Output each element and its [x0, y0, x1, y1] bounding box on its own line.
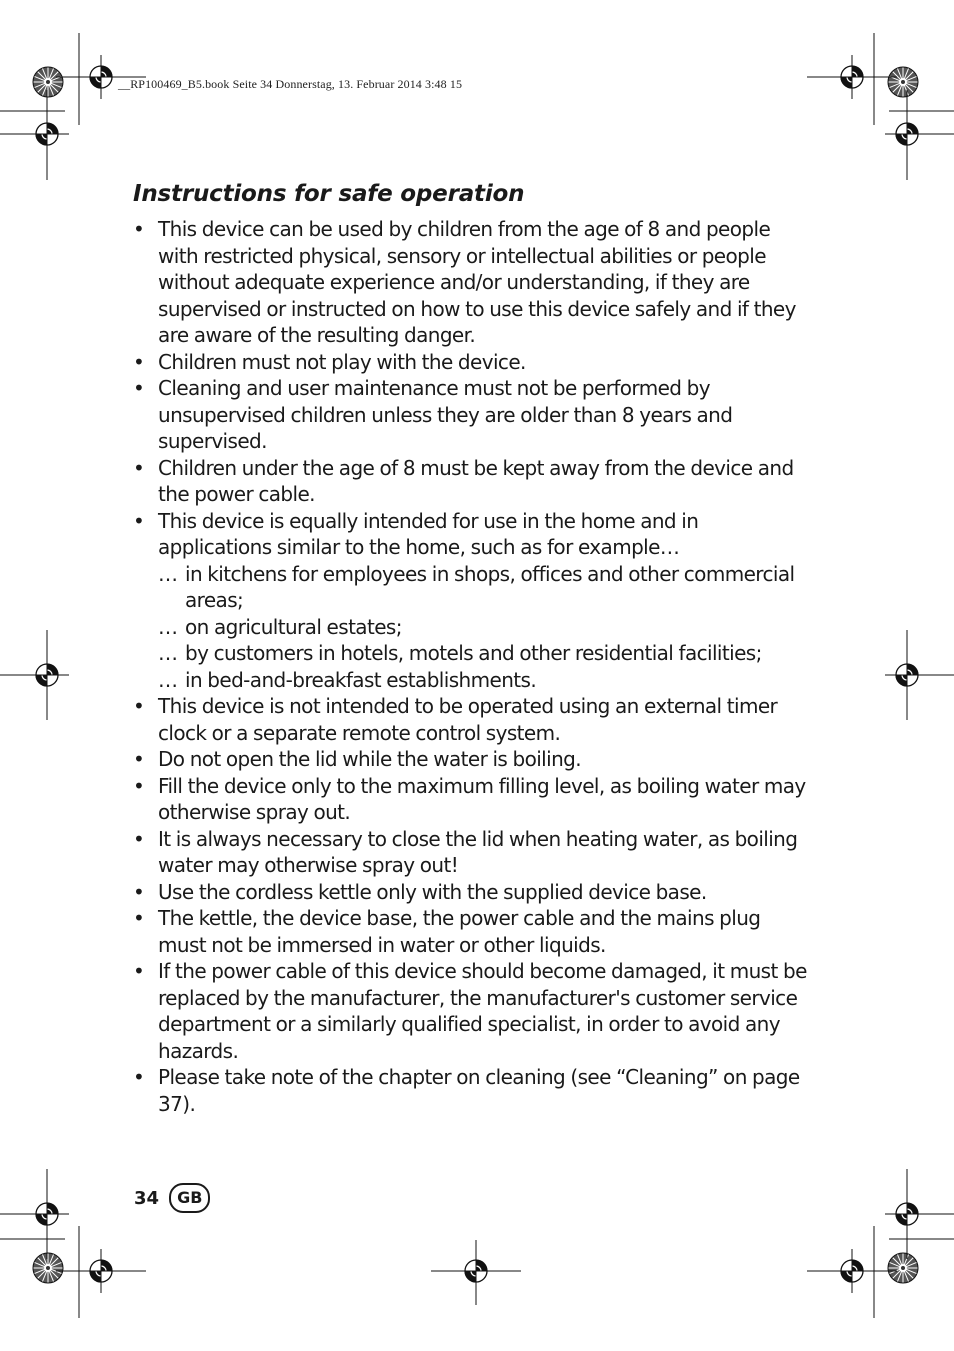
list-item-text: The kettle, the device base, the power cable and the mains plug must not be immersed in water or other liquids. [158, 906, 761, 957]
sub-list-item-text: in kitchens for employees in shops, offices and other commercial areas; [185, 561, 795, 612]
ellipsis-marker: … [158, 561, 178, 586]
list-item [133, 826, 808, 879]
sub-list-item-text: on agricultural estates; [185, 614, 402, 639]
color-wheel-icon [33, 67, 63, 97]
sub-list-item [158, 561, 808, 614]
ellipsis-marker: … [158, 667, 178, 692]
list-item-text: This device is not intended to be operated using an external timer clock or a separate remote control system. [158, 694, 778, 745]
ellipsis-marker: … [158, 614, 178, 639]
color-wheel-icon [888, 67, 918, 97]
color-wheel-icon [33, 1253, 63, 1283]
page-footer [134, 1183, 210, 1213]
list-item [133, 216, 808, 349]
list-item [133, 773, 808, 826]
list-item-text: Fill the device only to the maximum filling level, as boiling water may otherwise spray out. [158, 773, 806, 824]
sub-list-item [158, 614, 808, 641]
safety-instructions-list [133, 216, 808, 1117]
list-item-text: Use the cordless kettle only with the supplied device base. [158, 879, 707, 904]
list-item [133, 958, 808, 1064]
list-item-text: Please take note of the chapter on cleaning (see “Cleaning” on page 37). [158, 1065, 800, 1116]
list-item-text: This device is equally intended for use in the home and in applications similar to the home, such as for example… [158, 508, 699, 559]
section-title: Instructions for safe operation [133, 181, 525, 207]
list-item-text: This device can be used by children from the age of 8 and people with restricted physical, sensory or intellectual abilities or people without adequate experience and/or understanding, if they are supervised or instructed on how to use this device safely and if they are aware of the resulting danger. [158, 217, 796, 347]
sub-list-item-text: by customers in hotels, motels and other residential facilities; [185, 641, 762, 665]
list-item [133, 746, 808, 773]
list-item [133, 508, 808, 694]
list-item [133, 1064, 808, 1117]
ellipsis-marker: … [158, 641, 178, 665]
color-wheel-icon [888, 1253, 918, 1283]
sub-list-item [158, 640, 808, 667]
sub-list [158, 561, 808, 694]
list-item [133, 693, 808, 746]
list-item [133, 375, 808, 455]
sub-list-item-text: in bed-and-breakfast establishments. [185, 667, 537, 692]
list-item-text: Children must not play with the device. [158, 349, 526, 374]
list-item-text: It is always necessary to close the lid when heating water, as boiling water may otherwise spray out! [158, 826, 798, 877]
list-item [133, 905, 808, 958]
list-item-text: Do not open the lid while the water is boiling. [158, 747, 582, 771]
list-item-text: If the power cable of this device should become damaged, it must be replaced by the manufacturer, the manufacturer's customer service department or a similarly qualified specialist, in order to avoid any hazards. [158, 959, 807, 1063]
list-item [133, 349, 808, 376]
country-code-badge: GB [169, 1183, 210, 1213]
list-item [133, 455, 808, 508]
list-item [133, 879, 808, 906]
list-item-text: Cleaning and user maintenance must not be performed by unsupervised children unless they are older than 8 years and supervised. [158, 376, 733, 453]
page-number: 34 [134, 1187, 160, 1209]
sub-list-item [158, 667, 808, 694]
list-item-text: Children under the age of 8 must be kept away from the device and the power cable. [158, 455, 794, 506]
print-file-header: __RP100469_B5.book Seite 34 Donnerstag, 13. Februar 2014 3:48 15 [118, 77, 463, 91]
